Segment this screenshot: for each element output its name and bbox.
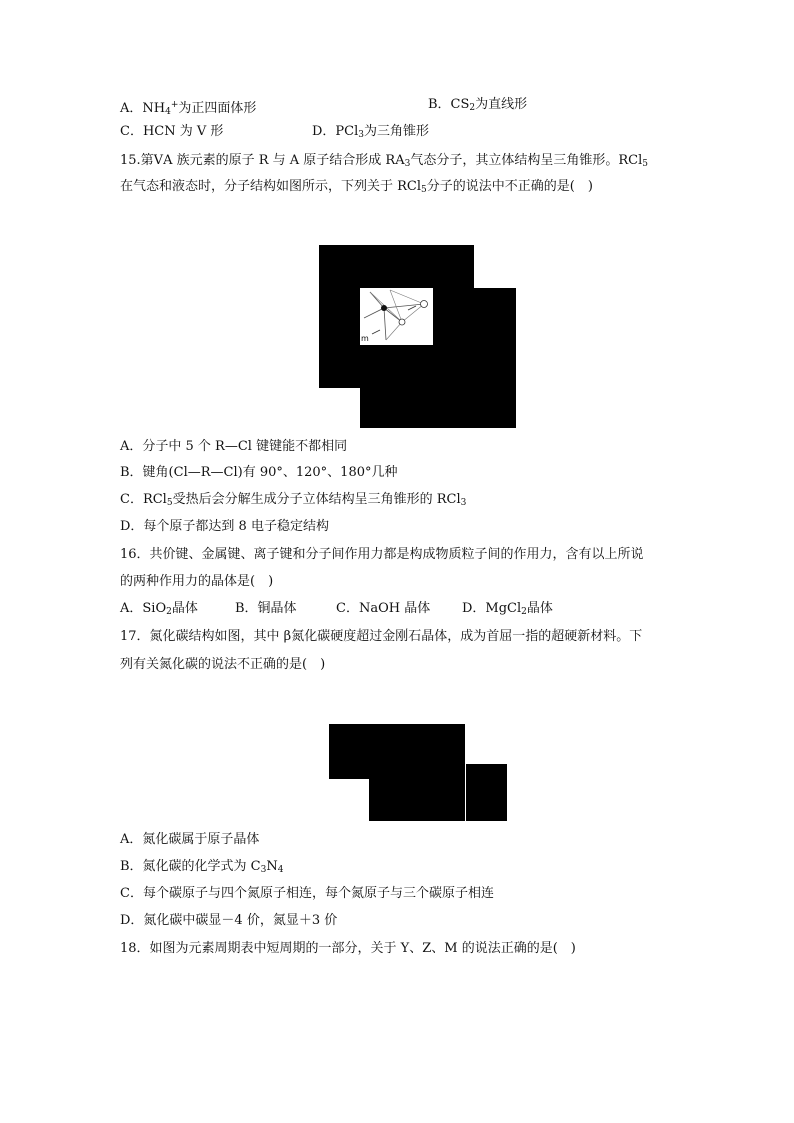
q16-option-a: A．SiO$_2$晶体 <box>120 601 198 617</box>
figure-redaction-block <box>369 764 465 821</box>
figure-redaction-block <box>466 764 507 821</box>
q15-option-d: D．每个原子都达到 8 电子稳定结构 <box>120 519 329 534</box>
q15-stem-line-2: 在气态和液态时，分子结构如图所示，下列关于 RCl$_5$分子的说法中不正确的是( ) <box>120 179 593 195</box>
q17-stem-line-2: 列有关氮化碳的说法不正确的是( ) <box>120 657 326 672</box>
q16-stem-line-2: 的两种作用力的晶体是( ) <box>120 574 274 589</box>
q14-option-a: A．$NH_4^+$为正四面体形 <box>120 100 257 117</box>
molecule-diagram <box>360 288 433 345</box>
q16-option-c: C．NaOH 晶体 <box>336 601 431 616</box>
q17-option-a: A．氮化碳属于原子晶体 <box>120 832 260 847</box>
q15-option-c: C．RCl$_5$受热后会分解生成分子立体结构呈三角锥形的 RCl$_3$ <box>120 492 467 508</box>
q15-stem-line-1: 15.第ⅤA 族元素的原子 R 与 A 原子结合形成 $RA_3$气态分子，其立体结构呈三角锥形。RCl$_5$ <box>120 153 648 169</box>
q17-option-d: D．氮化碳中碳显－4 价，氮显＋3 价 <box>120 913 338 928</box>
figure-redaction-block <box>474 288 516 428</box>
q14-option-d: D．PCl$_3$为三角锥形 <box>312 124 430 140</box>
q18-stem: 18．如图为元素周期表中短周期的一部分，关于 Y、Z、M 的说法正确的是( ) <box>120 941 576 956</box>
q15-option-a: A．分子中 5 个 R—Cl 键键能不都相同 <box>120 439 348 454</box>
figure-redaction-block <box>360 388 474 428</box>
q17-stem-line-1: 17．氮化碳结构如图，其中 β氮化碳硬度超过金刚石晶体，成为首屈一指的超硬新材料。下 <box>120 629 643 644</box>
figure-label: m <box>361 334 369 343</box>
q17-option-c: C．每个碳原子与四个氮原子相连，每个氮原子与三个碳原子相连 <box>120 886 494 901</box>
q15-option-b: B．键角(Cl—R—Cl)有 90°、120°、180°几种 <box>120 465 398 480</box>
q14-option-c: C．HCN 为 V 形 <box>120 124 224 139</box>
q14-options-row-2 <box>120 122 430 142</box>
q16-stem-line-1: 16．共价键、金属键、离子键和分子间作用力都是构成物质粒子间的作用力，含有以上所说 <box>120 547 644 562</box>
q17-option-b: B．氮化碳的化学式为 $C_3N_4$ <box>120 859 284 875</box>
rcl5-structure-drawing <box>360 288 433 345</box>
q14-options-row-1 <box>120 95 528 122</box>
q16-options-row <box>120 599 553 622</box>
q16-option-d: D．MgCl$_2$晶体 <box>462 601 553 617</box>
q16-option-b: B．铜晶体 <box>235 601 297 616</box>
q14-option-b: B．$CS_2$为直线形 <box>428 97 528 113</box>
